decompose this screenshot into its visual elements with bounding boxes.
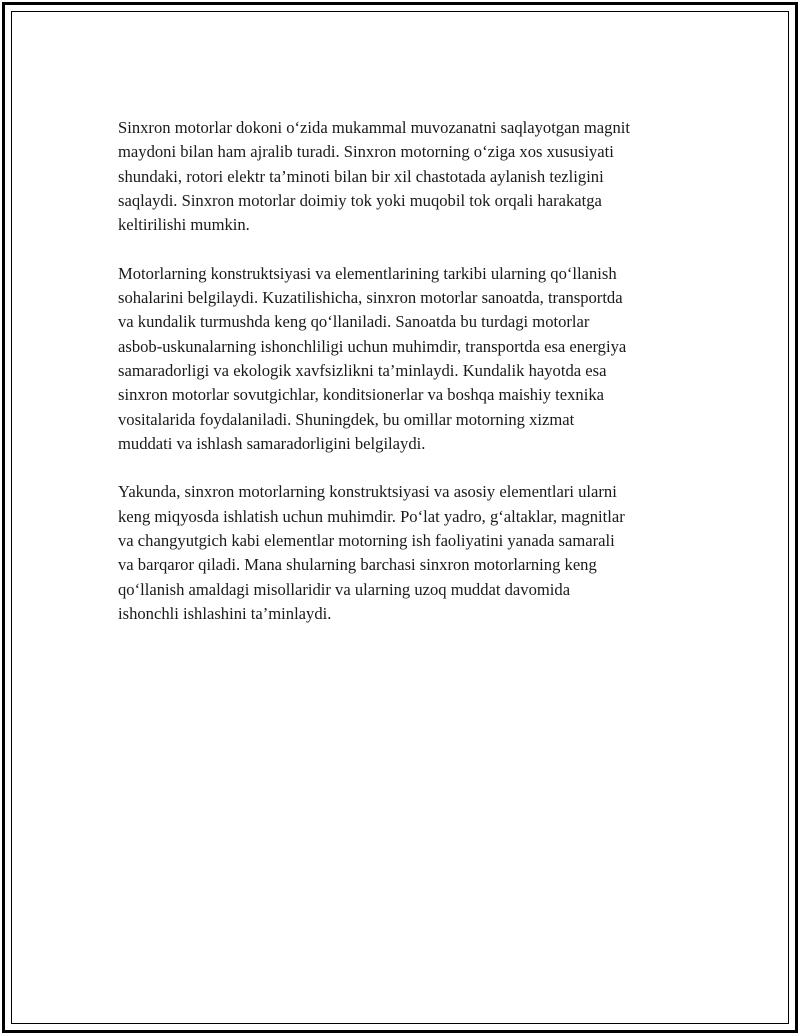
document-body xyxy=(118,116,698,651)
paragraph-2: Motorlarning konstruktsiyasi va elementlarining tarkibi ularning qo‘llanish sohalarini belgilaydi. Kuzatilishicha, sinxron motorlar sanoatda, transportda va kundalik turmushda keng qo‘llaniladi. Sanoatda bu turdagi motorlar asbob-uskunalarning ishonchliligi uchun muhimdir, transportda esa energiya samaradorligi va ekologik xavfsizlikni ta’minlaydi. Kundalik hayotda esa sinxron motorlar sovutgichlar, konditsionerlar va boshqa maishiy texnika vositalarida foydalaniladi. Shuningdek, bu omillar motorning xizmat muddati va ishlash samaradorligini belgilaydi. xyxy=(118,263,627,453)
paragraph-1: Sinxron motorlar dokoni o‘zida mukammal muvozanatni saqlayotgan magnit maydoni bilan ham ajralib turadi. Sinxron motorning o‘ziga xos xususiyati shundaki, rotori elektr ta’minoti bilan bir xil chastotada aylanish tezligini saqlaydi. Sinxron motorlar doimiy tok yoki muqobil tok orqali harakatga keltirilishi mumkin. xyxy=(118,118,630,235)
paragraph-3: Yakunda, sinxron motorlarning konstruktsiyasi va asosiy elementlari ularni keng miqyosda ishlatish uchun muhimdir. Po‘lat yadro, g‘altaklar, magnitlar va changyutgich kabi elementlar motorning ish faoliyatini yanada samarali va barqaror qiladi. Mana shularning barchasi sinxron motorlarning keng qo‘llanish amaldagi misollaridir va ularning uzoq muddat davomida ishonchli ishlashini ta’minlaydi. xyxy=(118,482,625,623)
